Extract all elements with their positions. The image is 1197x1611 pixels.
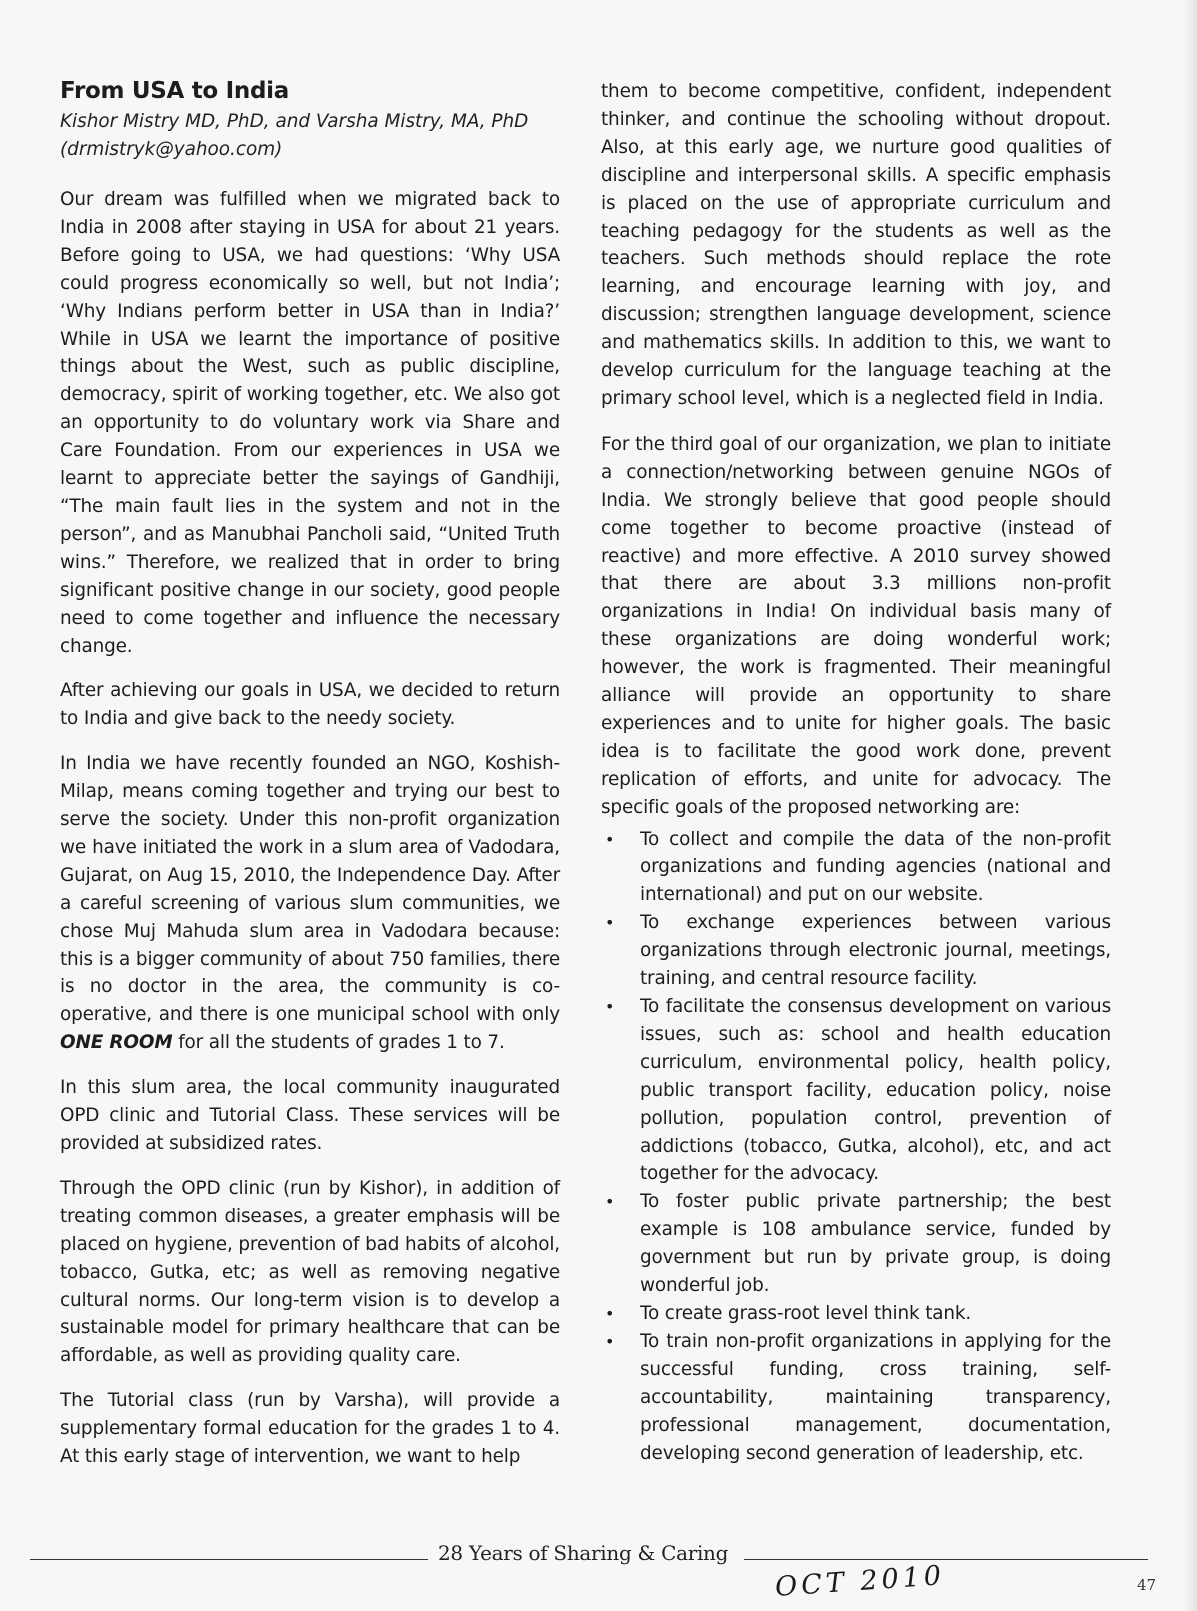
paragraph-opd-clinic: Through the OPD clinic (run by Kishor), in addition of treating common diseases, a greater emphasis will be placed on hygiene, prevention of bad habits of alcohol, tobacco, Gutka, etc; as well as removing negative cultural norms. Our long-term vision is to develop a sustainable model for primary healthcare that can be affordable, as well as providing quality care. [60, 1177, 560, 1367]
goal-text: To foster public private partnership; the best example is 108 ambulance service, funded by government but run by private group, is doing wonderful job. [640, 1191, 1111, 1297]
paragraph-return: After achieving our goals in USA, we decided to return to India and give back to the needy society. [60, 680, 560, 730]
paragraph-networking: For the third goal of our organization, we plan to initiate a connection/networking between genuine NGOs of India. We strongly believe that good people should come together to become proactive (instead of reactive) and more effective. A 2010 survey showed that there are about 3.3 millions non-profit organizations in India! On individual basis many of these organizations are doing wonderful work; however, the work is fragmented. Their meaningful alliance will provide an opportunity to share experiences and to unite for higher goals. The basic idea is to facilitate the good work done, prevent replication of efforts, and unite for advocacy. The specific goals of the proposed networking are: [601, 433, 1111, 818]
list-item [601, 826, 1111, 910]
footer-rule-right [744, 1559, 1148, 1560]
list-item [601, 993, 1111, 1188]
right-column [601, 78, 1111, 1467]
goal-text: To facilitate the consensus development on various issues, such as: school and health education curriculum, environmental policy, health policy, public transport facility, education policy, noise pollution, population control, prevention of addictions (tobacco, Gutka, alcohol), etc, and act together for the advocacy. [640, 996, 1111, 1185]
bullet-icon: • [605, 1331, 615, 1351]
page-number: 47 [1137, 1576, 1157, 1594]
bullet-icon: • [605, 913, 615, 933]
networking-goals-list [601, 826, 1111, 1468]
footer-running-title: 28 Years of Sharing & Caring [438, 1541, 729, 1565]
paragraph-tutorial-continued: them to become competitive, confident, independent thinker, and continue the schooling without dropout. Also, at this early age, we nurture good qualities of discipline and interpersonal skills. A specific emphasis is placed on the use of appropriate curriculum and teaching pedagogy for the students as well as the teachers. Such methods should replace the rote learning, and encourage learning with joy, and discussion; strengthen language development, science and mathematics skills. In addition to this, we want to develop curriculum for the language teaching at the primary school level, which is a neglected field in India. [601, 81, 1111, 409]
list-item [601, 1328, 1111, 1468]
paragraph-ngo-text: In India we have recently founded an NGO, Koshish-Milap, means coming together and trying our best to serve the society. Under this non-profit organization we have initiated the work in a slum area of Vadodara, Gujarat, on Aug 15, 2010, the Independence Day. After a careful screening of various slum communities, we chose Muj Mahuda slum area in Vadodara because: this is a bigger community of about 750 families, there is no doctor in the area, the community is co-operative, and there is one municipal school with only [60, 753, 560, 1026]
goal-text: To exchange experiences between various organizations through electronic journal, meetings, training, and central resource facility. [640, 912, 1111, 990]
goal-text: To train non-profit organizations in applying for the successful funding, cross training, self-accountability, maintaining transparency, professional management, documentation, developing second generation of leadership, etc. [640, 1330, 1111, 1464]
paragraph-opd-inauguration: In this slum area, the local community inaugurated OPD clinic and Tutorial Class. These services will be provided at subsidized rates. [60, 1077, 560, 1154]
paragraph-ngo-text-end: for all the students of grades 1 to 7. [172, 1032, 505, 1054]
paragraph-intro: Our dream was fulfilled when we migrated back to India in 2008 after staying in USA for about 21 years. Before going to USA, we had questions: ‘Why USA could progress economically so well, but not India’; ‘Why Indians perform better in USA than in India?’ While in USA we learnt the importance of positive things about the West, such as public discipline, democracy, spirit of working together, etc. We also got an opportunity to do voluntary work via Share and Care Foundation. From our experiences in USA we learnt to appreciate better the sayings of Gandhiji, “The main fault lies in the system and not in the person”, and as Manubhai Pancholi said, “United Truth wins.” Therefore, we realized that in order to bring significant positive change in our society, good people need to come together and influence the necessary change. [60, 189, 560, 657]
paragraph-ngo-founding [60, 750, 560, 1057]
left-column [60, 78, 560, 1488]
bullet-icon: • [605, 997, 615, 1016]
bullet-icon: • [605, 1192, 615, 1212]
paragraph-tutorial-class: The Tutorial class (run by Varsha), will provide a supplementary formal education for the grades 1 to 4. At this early stage of intervention, we want to help [60, 1390, 560, 1468]
article-byline: Kishor Mistry MD, PhD, and Varsha Mistry, MA, PhD (drmistryk@yahoo.com) [60, 111, 529, 160]
goal-text: To collect and compile the data of the non-profit organizations and funding agencies (national and international) and put on our website. [640, 828, 1111, 906]
list-item [601, 909, 1111, 993]
one-room-emphasis: ONE ROOM [60, 1032, 173, 1054]
goal-text: To create grass-root level think tank. [640, 1302, 972, 1324]
article-title: From USA to India [60, 78, 289, 104]
list-item [601, 1188, 1111, 1300]
list-item [601, 1300, 1111, 1328]
footer-rule-left [30, 1559, 428, 1560]
bullet-icon: • [605, 829, 615, 849]
page-edge-shadow [1183, 0, 1197, 1611]
bullet-icon: • [605, 1303, 615, 1323]
handwritten-date-note: OCT 2010 [774, 1560, 946, 1603]
